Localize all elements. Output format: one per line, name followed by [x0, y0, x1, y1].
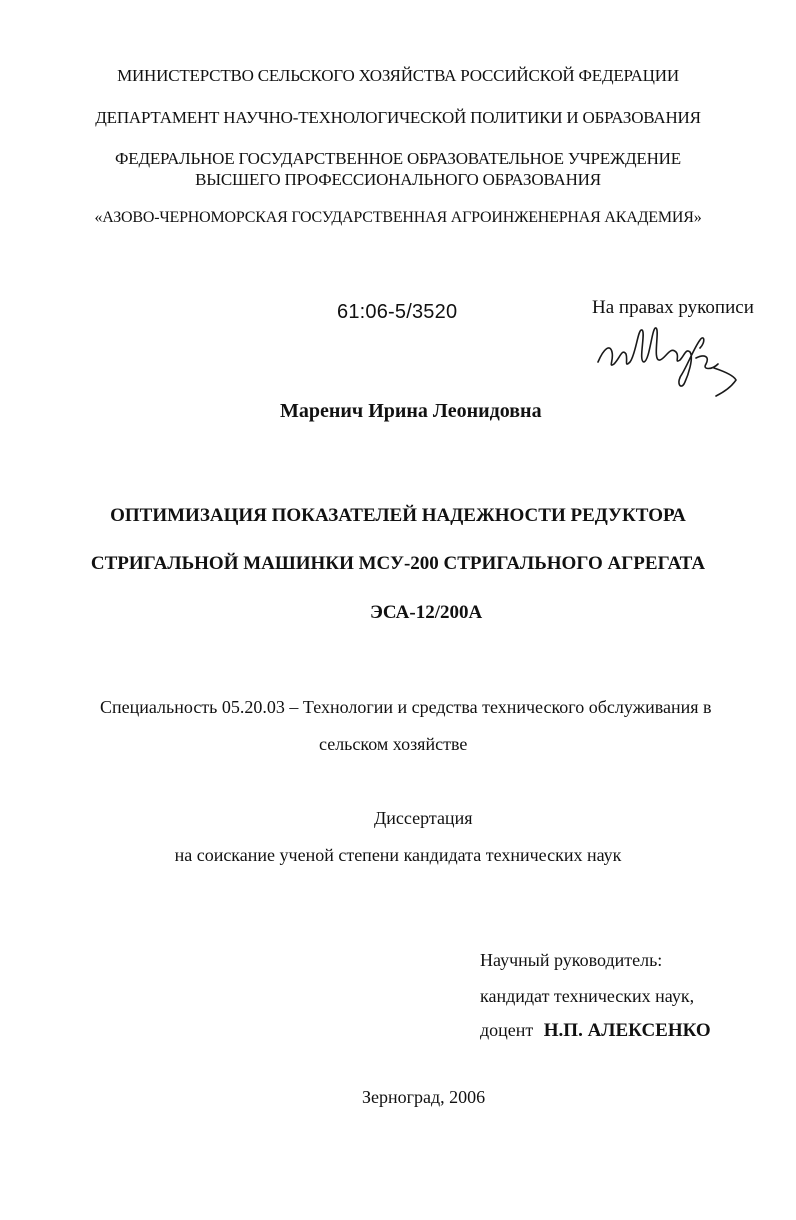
- rights-note: На правах рукописи: [592, 297, 754, 318]
- specialty-line2: сельском хозяйстве: [319, 734, 468, 754]
- place-year: Зерноград, 2006: [362, 1087, 486, 1107]
- thesis-title-line1: ОПТИМИЗАЦИЯ ПОКАЗАТЕЛЕЙ НАДЕЖНОСТИ РЕДУКТОРА: [110, 505, 686, 526]
- degree-line2: на соискание ученой степени кандидата технических наук: [174, 845, 622, 865]
- academy-heading: «АЗОВО-ЧЕРНОМОРСКАЯ ГОСУДАРСТВЕННАЯ АГРОИНЖЕНЕРНАЯ АКАДЕМИЯ»: [94, 209, 702, 226]
- advisor-degree: кандидат технических наук,: [480, 986, 695, 1006]
- catalog-code: 61:06-5/3520: [337, 301, 458, 323]
- author-name: Маренич Ирина Леонидовна: [280, 400, 542, 422]
- specialty-line1: Специальность 05.20.03 – Технологии и средства технического обслуживания в: [100, 697, 712, 717]
- thesis-title-line3: ЭСА-12/200А: [370, 602, 483, 623]
- institution-heading-line2: ВЫСШЕГО ПРОФЕССИОНАЛЬНОГО ОБРАЗОВАНИЯ: [195, 170, 601, 189]
- department-heading: ДЕПАРТАМЕНТ НАУЧНО-ТЕХНОЛОГИЧЕСКОЙ ПОЛИТИКИ И ОБРАЗОВАНИЯ: [95, 108, 701, 127]
- signature: [594, 318, 744, 398]
- degree-line1: Диссертация: [374, 808, 473, 828]
- advisor-label: Научный руководитель:: [480, 950, 663, 970]
- advisor-name: Н.П. АЛЕКСЕНКО: [543, 1020, 711, 1041]
- advisor-rank: доцент: [480, 1020, 534, 1040]
- advisor-rank-and-name: [480, 1020, 711, 1042]
- thesis-title-line2: СТРИГАЛЬНОЙ МАШИНКИ МСУ-200 СТРИГАЛЬНОГО АГРЕГАТА: [90, 553, 706, 574]
- institution-heading-line1: ФЕДЕРАЛЬНОЕ ГОСУДАРСТВЕННОЕ ОБРАЗОВАТЕЛЬНОЕ УЧРЕЖДЕНИЕ: [115, 149, 681, 168]
- ministry-heading: МИНИСТЕРСТВО СЕЛЬСКОГО ХОЗЯЙСТВА РОССИЙСКОЙ ФЕДЕРАЦИИ: [117, 66, 679, 85]
